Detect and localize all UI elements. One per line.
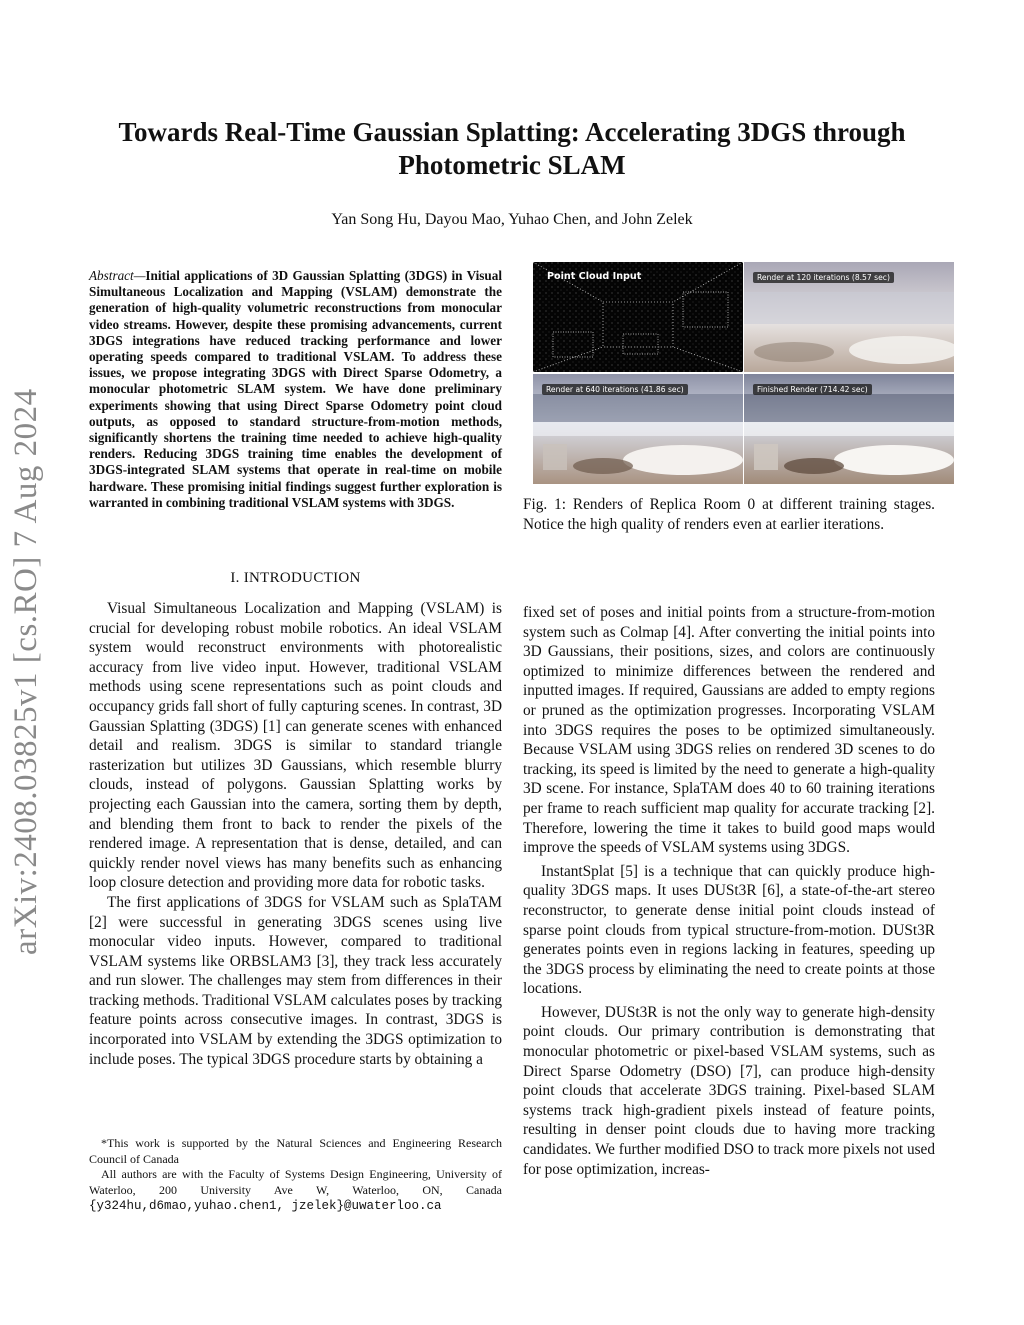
abstract (89, 268, 502, 511)
paper-title: Towards Real-Time Gaussian Splatting: Accelerating 3DGS through Photometric SLAM (118, 117, 906, 180)
render-640-panel (533, 374, 743, 484)
abstract-text: Initial applications of 3D Gaussian Splatting (3DGS) in Visual Simultaneous Localization and Mapping (VSLAM) demonstrate the generation of high-quality volumetric reconstructions from monocular video streams. However, despite these promising advancements, current 3DGS integrations have reduced tracking performance and lower operating speeds compared to traditional VSLAM. To address these issues, we propose integrating 3DGS with Direct Sparse Odometry, a monocular photometric SLAM system. We have done preliminary experiments showing that using Direct Sparse Odometry point cloud outputs, as opposed to standard structure-from-motion methods, significantly shortens the training time needed to achieve high-quality renders. Reducing 3DGS training time enables the development of 3DGS-integrated SLAM systems that operate in real-time on mobile hardware. These promising initial findings suggest further exploration is warranted in combining traditional VSLAM systems with 3DGS. (89, 268, 502, 510)
arxiv-identifier: arXiv:2408.03825v1 [cs.RO] 7 Aug 2024 (8, 388, 44, 955)
figure-1 (533, 262, 954, 484)
footnote-funding: *This work is supported by the Natural Sciences and Engineering Research Council of Canada (89, 1136, 502, 1166)
paragraph: The first applications of 3DGS for VSLAM such as SplaTAM [2] were successful in generating 3DGS scenes using live monocular video inputs. However, compared to traditional VSLAM systems like ORBSLAM3 [3], they track less accurately and run slower. The challenges may stem from differences in their tracking methods. Traditional VSLAM calculates poses by tracking feature points across consecutive images. In contrast, 3DGS is incorporated into VSLAM by extending the 3DGS optimization to include poses. The typical 3DGS procedure starts by obtaining a (89, 893, 502, 1068)
render-640-label: Render at 640 iterations (41.86 sec) (542, 384, 688, 395)
affiliation-text: All authors are with the Faculty of Systems Design Engineering, University of Waterloo, 200 University Ave W, Waterloo, ON, Canada (89, 1167, 502, 1197)
right-column-body (523, 603, 935, 1179)
paragraph: Visual Simultaneous Localization and Mapping (VSLAM) is crucial for developing robust mobile robotics. An ideal VSLAM system would reconstruct environments with photorealistic accuracy from live video input. However, traditional VSLAM methods using scene representations such as point clouds and occupancy grids fall short of fully capturing scenes. In contrast, 3D Gaussian Splatting (3DGS) [1] can generate scenes with enhanced detail and realism. 3DGS is similar to standard triangle rasterization but utilizes 3D Gaussians, which resemble blurry clouds, instead of polygons. Gaussian Splatting works by projecting each Gaussian into the camera, sorting them by depth, and blending them front to back to render the pixels of the rendered image. A representation that is dense, detailed, and can quickly render novel views has many benefits such as enhancing loop closure detection and providing more data for robotic tasks. (89, 600, 502, 892)
footnote-affiliation (89, 1167, 502, 1215)
paragraph: However, DUSt3R is not the only way to generate high-density point clouds. Our primary contribution is demonstrating that monocular photometric or pixel-based VSLAM systems, such as Direct Sparse Odometry (DSO) [7], can produce high-density point clouds that accelerate 3DGS training. Pixel-based SLAM systems track high-gradient pixels instead of feature points, resulting in denser point clouds due to having more tracking candidates. We further modified DSO to track more pixels not used for pose optimization, increas- (523, 1003, 935, 1178)
render-120-label: Render at 120 iterations (8.57 sec) (753, 272, 894, 283)
section-heading-introduction: I. INTRODUCTION (230, 570, 361, 586)
finished-render-label: Finished Render (714.42 sec) (753, 384, 872, 395)
paragraph: InstantSplat [5] is a technique that can quickly produce high-quality 3DGS maps. It uses DUSt3R [6], a state-of-the-art stereo reconstructor, to generate dense initial point clouds instead of sparse point clouds from typical structure-from-motion. DUSt3R generates points even in regions lacking in features, speeding up the 3DGS process by eliminating the need to create points at those locations. (523, 862, 935, 998)
introduction-body (89, 599, 502, 1069)
footnote (89, 1136, 502, 1215)
point-cloud-panel (533, 262, 743, 372)
figure-caption: Fig. 1: Renders of Replica Room 0 at different training stages. Notice the high quality of renders even at earlier iterations. (523, 496, 935, 533)
email-addresses: {y324hu,d6mao,yuhao.chen1, jzelek}@uwaterloo.ca (89, 1199, 442, 1213)
point-cloud-label: Point Cloud Input (547, 271, 642, 282)
paragraph: fixed set of poses and initial points from a structure-from-motion system such as Colmap [4]. After converting the initial points into 3D Gaussians, their positions, sizes, and colors are continuously optimized to minimize differences between the rendered and inputted images. If required, Gaussians are added to empty regions or pruned as the optimization progresses. Incorporating VSLAM into 3DGS requires the poses to be optimized simultaneously. Because VSLAM using 3DGS relies on rendered 3D scenes to do tracking, its speed is limited by the need to generate a high-quality 3D scene. For instance, SplaTAM does 40 to 60 training iterations per frame to reach sufficient map quality for accurate tracking [2]. Therefore, lowering the time it takes to build good maps would improve the speeds of VSLAM systems using 3DGS. (523, 604, 935, 857)
author-list: Yan Song Hu, Dayou Mao, Yuhao Chen, and John Zelek (331, 211, 693, 228)
render-120-panel (744, 262, 954, 372)
finished-render-panel (744, 374, 954, 484)
abstract-lead: Abstract— (89, 268, 146, 283)
